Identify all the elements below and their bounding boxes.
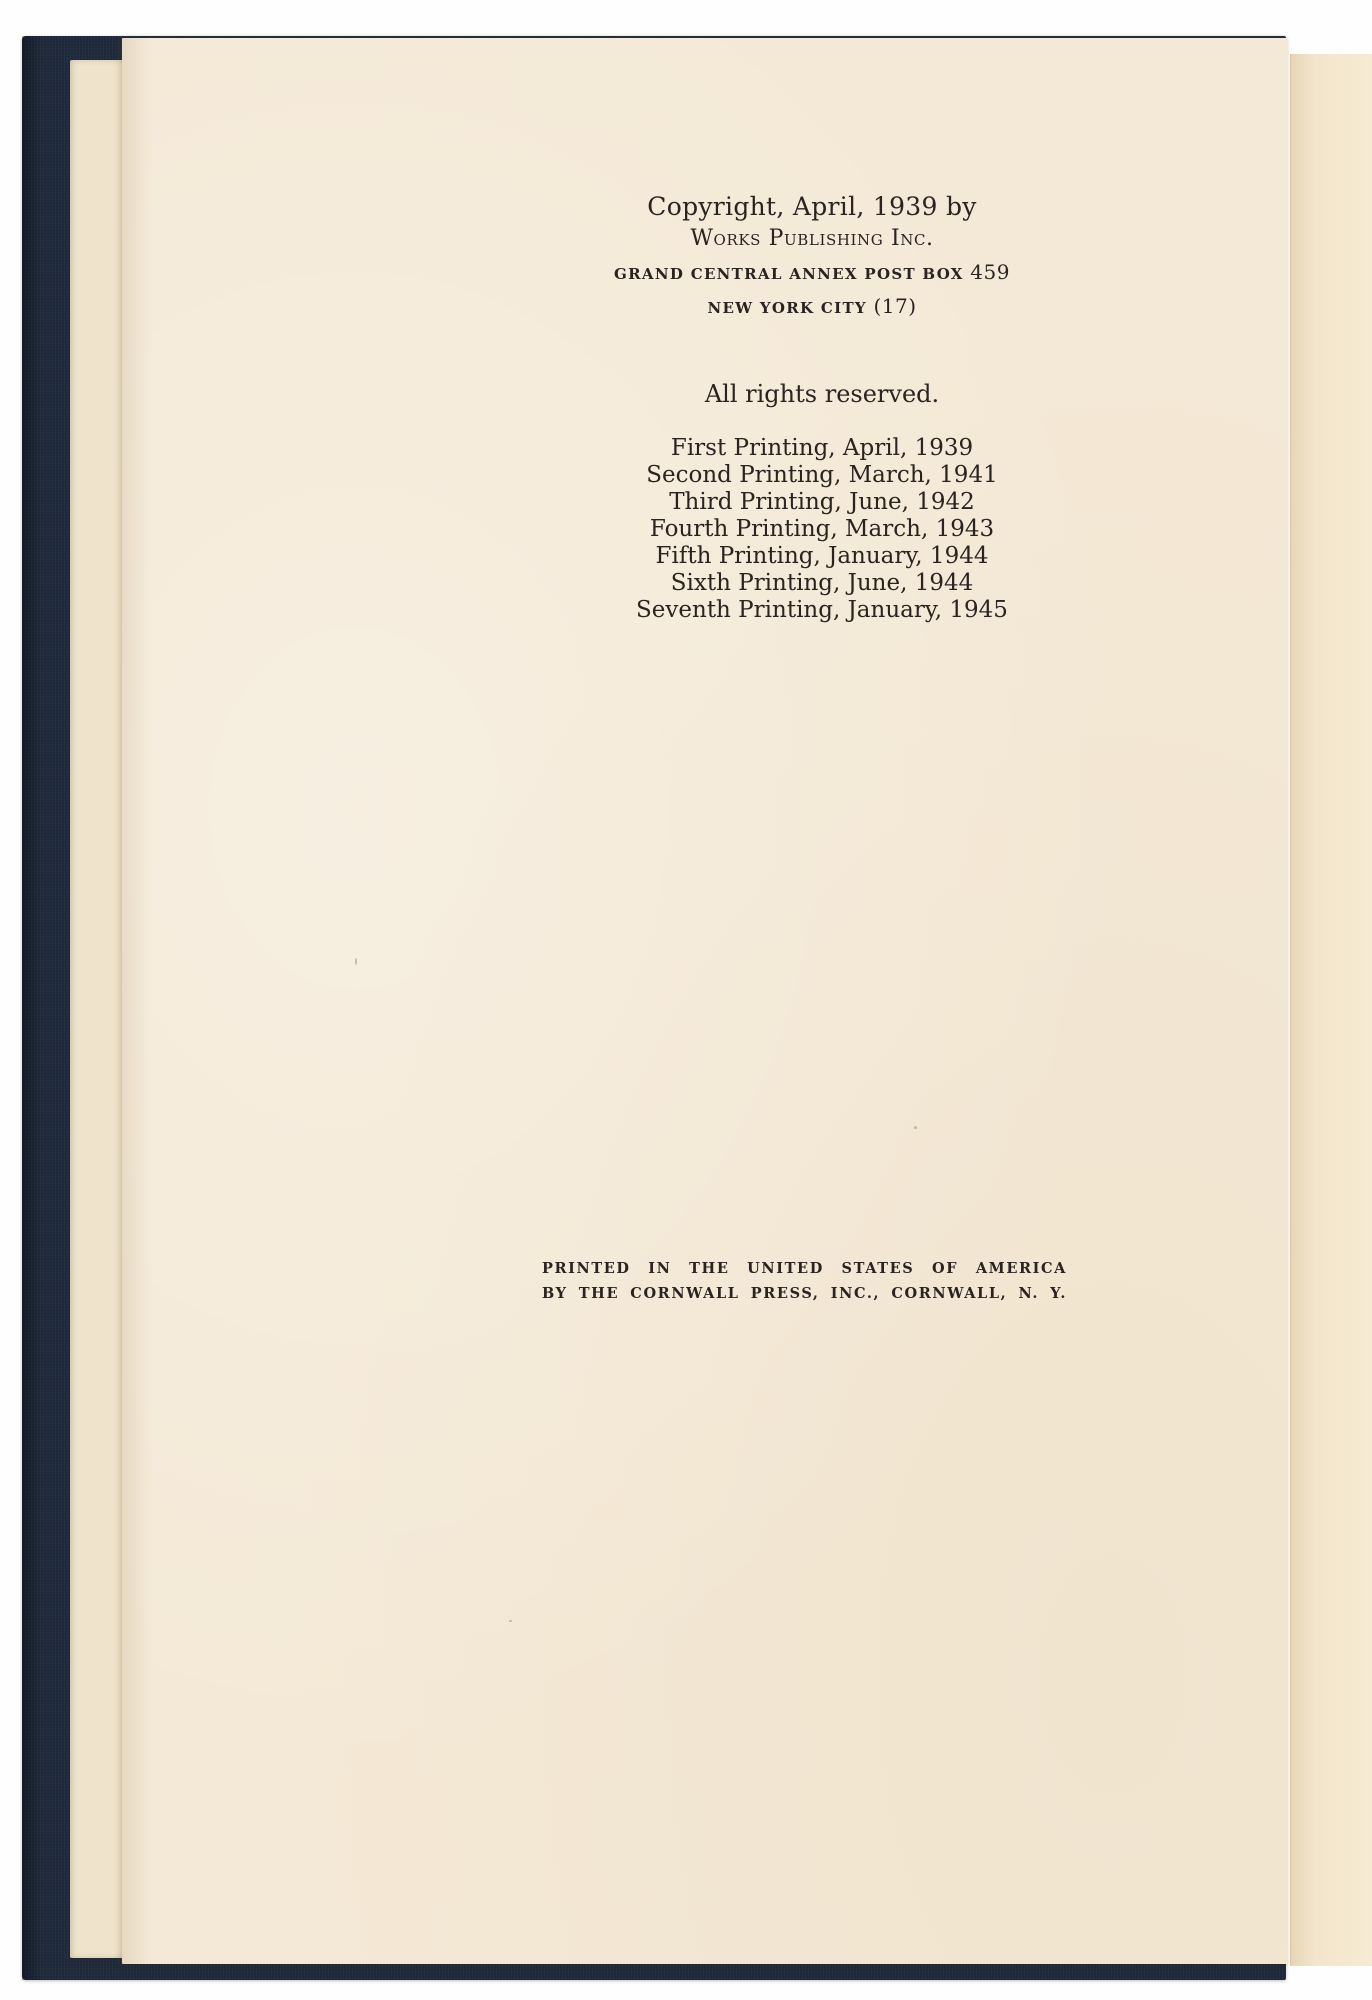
city-text: NEW YORK CITY: [707, 299, 867, 317]
address-number: 459: [970, 260, 1010, 284]
printing-line: Third Printing, June, 1942: [669, 489, 975, 515]
copyright-page: [122, 38, 1288, 1964]
paper-speck: [914, 1126, 917, 1129]
city-number: (17): [873, 294, 917, 318]
publisher-city: [552, 292, 1072, 322]
printing-line: Second Printing, March, 1941: [646, 462, 998, 488]
publisher-address: [552, 258, 1072, 288]
page-edges-right: [1290, 54, 1372, 1966]
printing-line: First Printing, April, 1939: [670, 435, 974, 461]
imprint-line-2: BY THE CORNWALL PRESS, INC., CORNWALL, N. Y.: [542, 1285, 1067, 1302]
printing-line: Fifth Printing, January, 1944: [655, 543, 989, 569]
paper-speck: [509, 1620, 512, 1622]
copyright-notice: [552, 191, 1072, 322]
printing-line: Fourth Printing, March, 1943: [649, 516, 995, 542]
paper-speck: [355, 958, 357, 965]
imprint-line-1: PRINTED IN THE UNITED STATES OF AMERICA: [542, 1260, 1067, 1277]
printing-history: [562, 435, 1082, 624]
cover-spine-shadow: [22, 36, 42, 1980]
printer-imprint: [542, 1256, 1067, 1306]
address-text: GRAND CENTRAL ANNEX POST BOX: [614, 265, 964, 283]
page-gutter-shadow: [122, 38, 152, 1964]
printing-line: Seventh Printing, January, 1945: [636, 597, 1008, 623]
copyright-line: Copyright, April, 1939 by: [647, 192, 977, 221]
printing-line: Sixth Printing, June, 1944: [670, 570, 974, 596]
rights-statement: All rights reserved.: [704, 380, 940, 408]
publisher-name: Works Publishing Inc.: [690, 226, 934, 251]
